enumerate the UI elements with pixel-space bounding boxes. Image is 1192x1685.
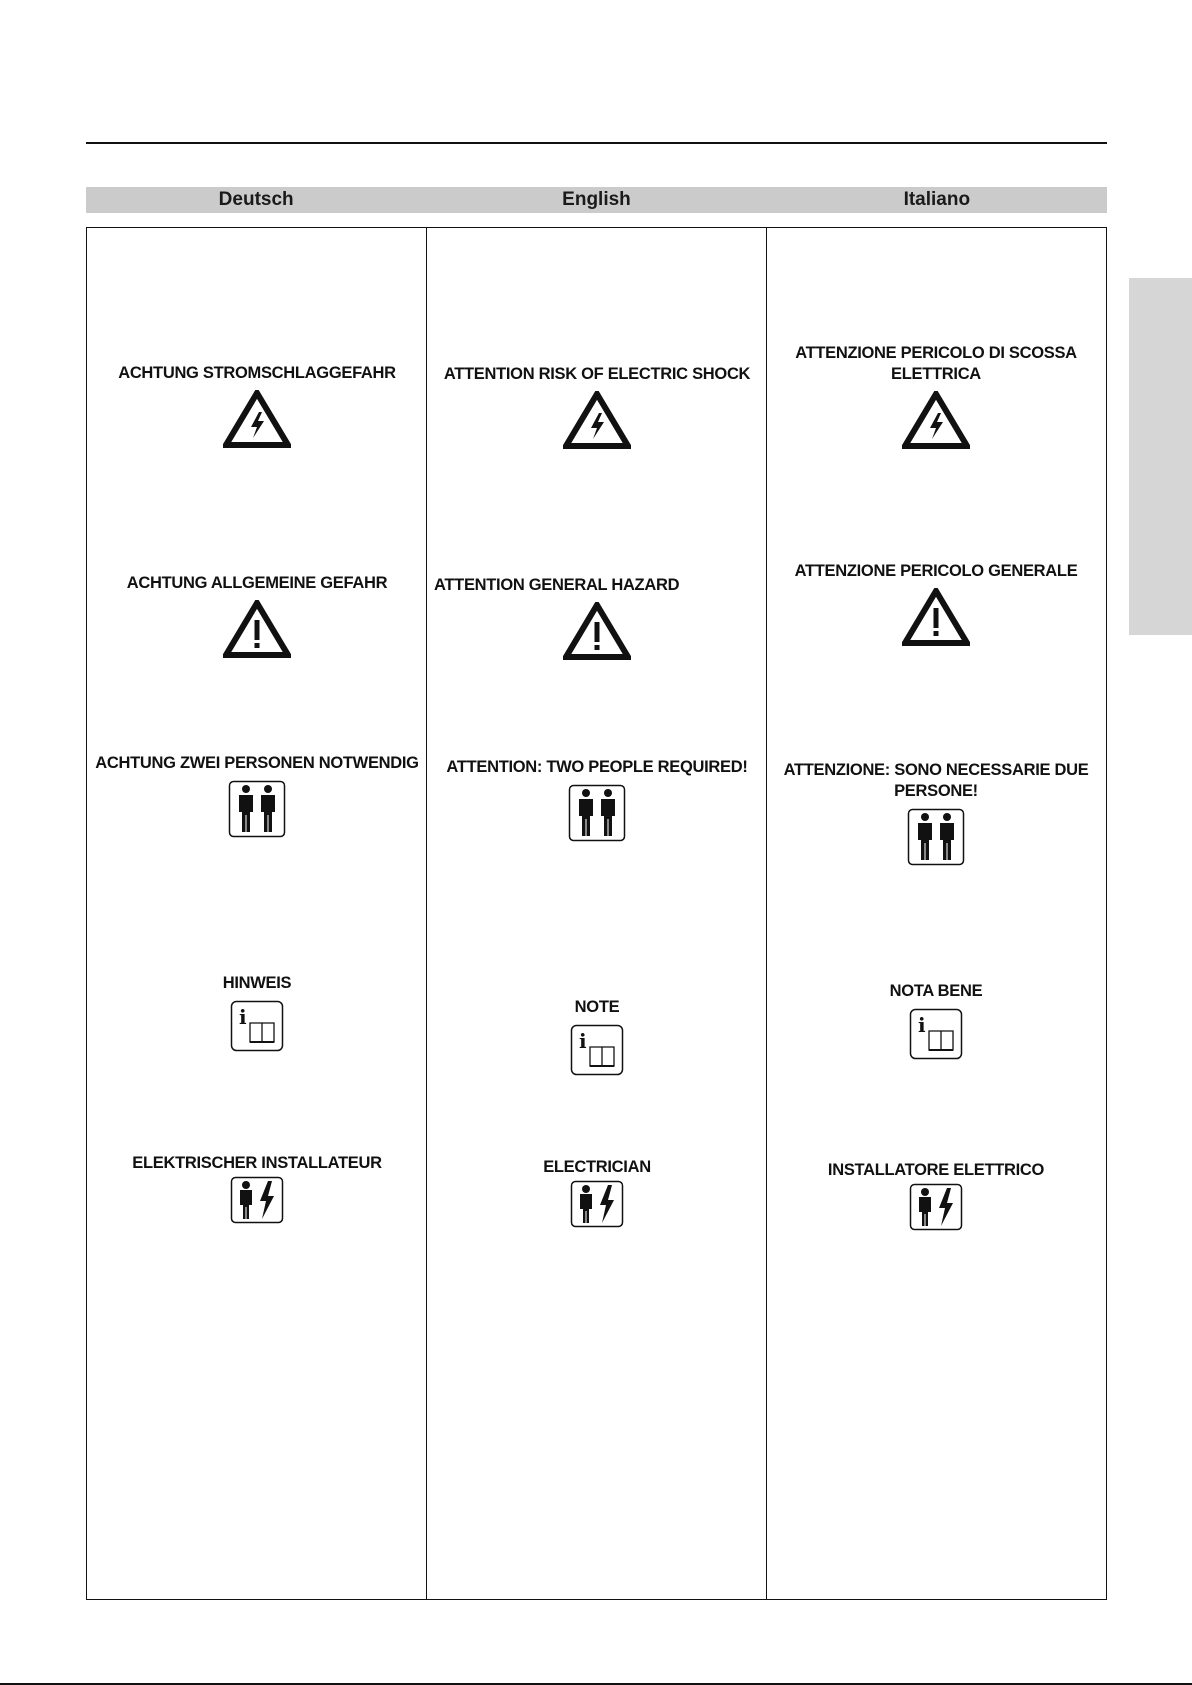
electric-shock-warning-icon (563, 391, 631, 449)
general-hazard-warning-icon (223, 600, 291, 658)
two-people-icon (568, 784, 626, 842)
svg-text:i: i (239, 1005, 247, 1029)
de-note-label: HINWEIS (222, 974, 292, 992)
it-note-label: NOTA BENE (889, 982, 983, 1000)
de-electrician-entry (92, 1153, 422, 1224)
en-hazard-label: ATTENTION GENERAL HAZARD (434, 576, 680, 594)
it-two-people-label: ATTENZIONE: SONO NECESSARIE DUE PERSONE! (783, 761, 1089, 800)
lang-italiano: Italiano (903, 189, 971, 210)
it-note-entry (771, 981, 1101, 1060)
de-electrician-label: ELEKTRISCHER INSTALLATEUR (132, 1154, 382, 1172)
de-shock-label: ACHTUNG STROMSCHLAGGEFAHR (118, 364, 396, 382)
info-manual-icon (570, 1024, 624, 1076)
side-tab (1129, 278, 1192, 635)
de-two-people-label: ACHTUNG ZWEI PERSONEN NOTWENDIG (95, 754, 419, 772)
en-note-entry (432, 997, 762, 1076)
general-hazard-warning-icon (902, 588, 970, 646)
electric-shock-warning-icon (223, 390, 291, 448)
en-hazard-entry (432, 575, 762, 660)
lang-deutsch: Deutsch (218, 189, 294, 210)
de-shock-entry (92, 363, 422, 448)
it-two-people-entry (771, 760, 1101, 866)
top-rule (86, 142, 1107, 144)
language-header-bar (86, 187, 1107, 213)
column-divider (426, 228, 427, 1599)
it-shock-entry (771, 343, 1101, 449)
electrician-icon (909, 1183, 963, 1231)
it-electrician-entry (771, 1160, 1101, 1231)
info-manual-icon (909, 1008, 963, 1060)
svg-text:i: i (579, 1029, 587, 1053)
it-hazard-label: ATTENZIONE PERICOLO GENERALE (794, 562, 1078, 580)
en-shock-label: ATTENTION RISK OF ELECTRIC SHOCK (443, 365, 751, 383)
two-people-icon (228, 780, 286, 838)
electrician-icon (230, 1176, 284, 1224)
svg-text:i: i (918, 1013, 926, 1037)
general-hazard-warning-icon (563, 602, 631, 660)
en-electrician-entry (432, 1157, 762, 1228)
en-two-people-entry (432, 757, 762, 842)
electric-shock-warning-icon (902, 391, 970, 449)
lang-english: English (562, 189, 631, 210)
it-electrician-label: INSTALLATORE ELETTRICO (827, 1161, 1045, 1179)
two-people-icon (907, 808, 965, 866)
de-hazard-entry (92, 573, 422, 658)
it-shock-label: ATTENZIONE PERICOLO DI SCOSSA ELETTRICA (795, 344, 1077, 383)
symbol-table (86, 227, 1107, 1600)
en-two-people-label: ATTENTION: TWO PEOPLE REQUIRED! (446, 758, 748, 776)
it-hazard-entry (771, 561, 1101, 646)
de-two-people-entry (92, 753, 422, 838)
column-divider (766, 228, 767, 1599)
info-manual-icon (230, 1000, 284, 1052)
en-note-label: NOTE (574, 998, 620, 1016)
de-hazard-label: ACHTUNG ALLGEMEINE GEFAHR (126, 574, 388, 592)
en-shock-entry (432, 364, 762, 449)
en-electrician-label: ELECTRICIAN (543, 1158, 651, 1176)
de-note-entry (92, 973, 422, 1052)
electrician-icon (570, 1180, 624, 1228)
